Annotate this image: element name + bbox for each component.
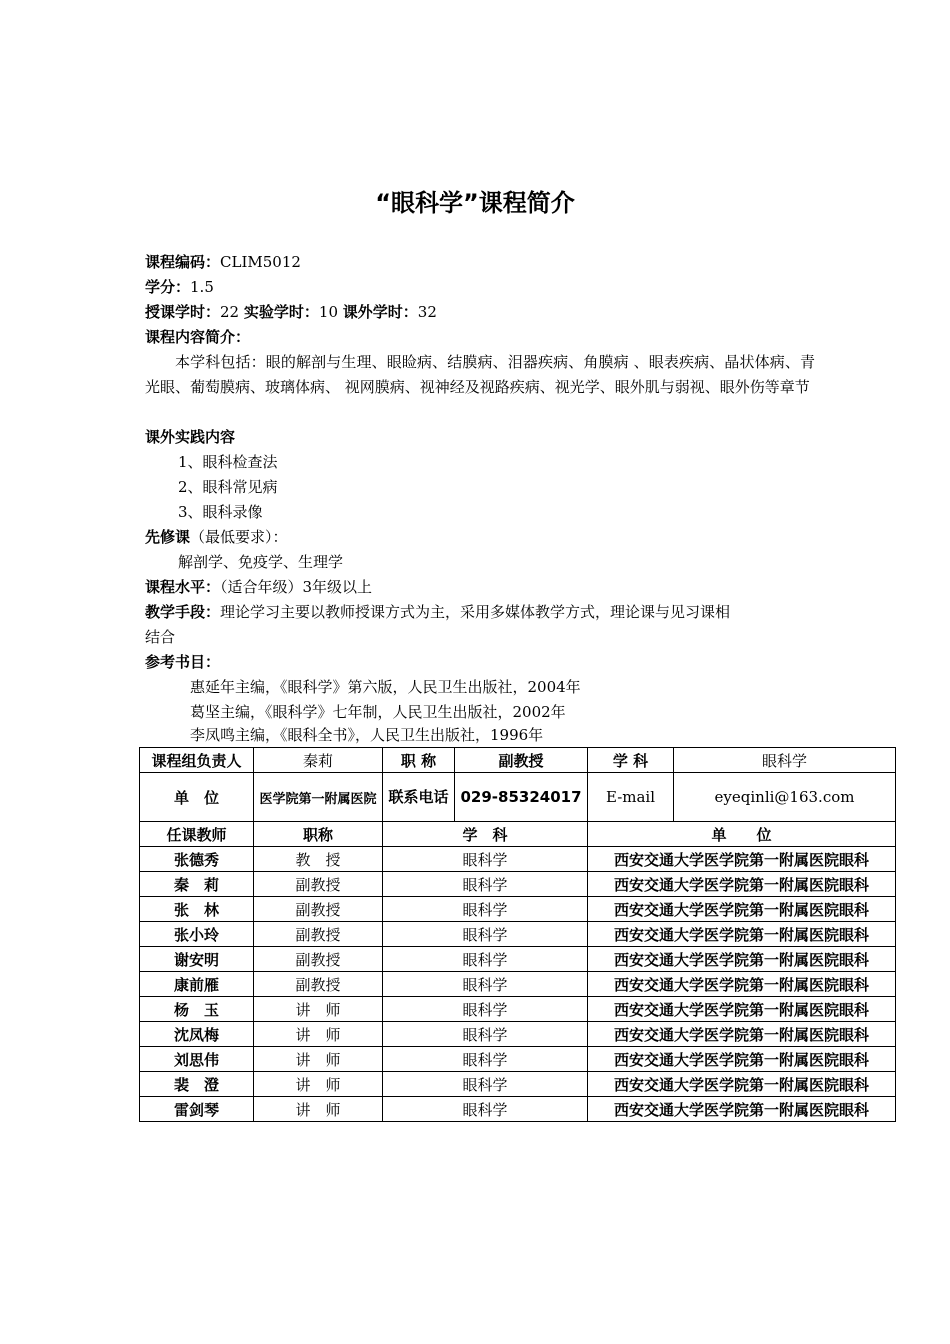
leader-row [140, 748, 896, 773]
column-header: 单 位 [588, 822, 896, 847]
subject-value: 眼科学 [674, 748, 896, 773]
level-value: （适合年级）3年级以上 [220, 578, 373, 596]
table-row [140, 847, 896, 872]
table-row [140, 897, 896, 922]
table-row [140, 1047, 896, 1072]
column-header: 任课教师 [140, 822, 254, 847]
lab-hours-value: 10 [318, 303, 338, 321]
level-label: 课程水平： [145, 578, 221, 596]
table-header-row [140, 822, 896, 847]
teacher-title: 副教授 [254, 872, 383, 897]
credits-line [145, 275, 214, 300]
email-value: eyeqinli@163.com [674, 773, 896, 822]
teacher-title: 教 授 [254, 847, 383, 872]
teacher-unit: 西安交通大学医学院第一附属医院眼科 [588, 872, 896, 897]
teacher-subject: 眼科学 [383, 1072, 588, 1097]
books-label: 参考书目： [145, 653, 221, 671]
page-title: “眼科学”课程简介 [375, 189, 575, 217]
teacher-subject: 眼科学 [383, 872, 588, 897]
table-row [140, 872, 896, 897]
method-label: 教学手段： [145, 603, 221, 621]
unit-value: 医学院第一附属医院 [254, 773, 383, 822]
teacher-title: 副教授 [254, 922, 383, 947]
lecture-hours-value: 22 [220, 303, 240, 321]
teacher-name: 沈凤梅 [140, 1022, 254, 1047]
title-label: 职 称 [383, 748, 455, 773]
books-heading [145, 650, 220, 675]
teacher-name: 张小玲 [140, 922, 254, 947]
book-item: 李凤鸣主编，《眼科全书》，人民卫生出版社，1996年 [190, 726, 544, 744]
teacher-name: 秦 莉 [140, 872, 254, 897]
teacher-title: 副教授 [254, 897, 383, 922]
leader-name: 秦莉 [254, 748, 383, 773]
teacher-subject: 眼科学 [383, 1047, 588, 1072]
teacher-name: 雷剑琴 [140, 1097, 254, 1122]
teacher-subject: 眼科学 [383, 997, 588, 1022]
leader-label: 课程组负责人 [140, 748, 254, 773]
teacher-unit: 西安交通大学医学院第一附属医院眼科 [588, 922, 896, 947]
teacher-subject: 眼科学 [383, 1097, 588, 1122]
teacher-unit: 西安交通大学医学院第一附属医院眼科 [588, 847, 896, 872]
teacher-name: 杨 玉 [140, 997, 254, 1022]
extra-hours-label: 课外学时： [342, 303, 418, 321]
prereq-value: 解剖学、免疫学、生理学 [178, 553, 344, 571]
teacher-name: 刘思伟 [140, 1047, 254, 1072]
subject-label: 学 科 [588, 748, 674, 773]
teacher-title: 讲 师 [254, 1047, 383, 1072]
practice-heading [145, 425, 235, 450]
teacher-name: 张 林 [140, 897, 254, 922]
teacher-title: 讲 师 [254, 1072, 383, 1097]
teacher-subject: 眼科学 [383, 897, 588, 922]
course-code-line [145, 250, 301, 275]
prereq-note: （最低要求）： [190, 528, 288, 546]
teacher-title: 讲 师 [254, 997, 383, 1022]
prereq-label: 先修课 [145, 528, 191, 546]
column-header: 职称 [254, 822, 383, 847]
teacher-unit: 西安交通大学医学院第一附属医院眼科 [588, 947, 896, 972]
table-row [140, 972, 896, 997]
teacher-unit: 西安交通大学医学院第一附属医院眼科 [588, 1072, 896, 1097]
teacher-rows [140, 847, 896, 1122]
title-value: 副教授 [455, 748, 588, 773]
course-code-value: CLIM5012 [220, 253, 301, 271]
table-row [140, 997, 896, 1022]
method-value: 理论学习主要以教师授课方式为主，采用多媒体教学方式，理论课与见习课相 [220, 603, 731, 621]
book-item: 惠延年主编，《眼科学》第六版，人民卫生出版社，2004年 [190, 678, 581, 696]
teacher-unit: 西安交通大学医学院第一附属医院眼科 [588, 997, 896, 1022]
teacher-unit: 西安交通大学医学院第一附属医院眼科 [588, 897, 896, 922]
teacher-subject: 眼科学 [383, 972, 588, 997]
level-line [145, 575, 372, 600]
teacher-subject: 眼科学 [383, 847, 588, 872]
table-row [140, 947, 896, 972]
table-row [140, 922, 896, 947]
teacher-name: 康前雁 [140, 972, 254, 997]
teacher-title: 副教授 [254, 947, 383, 972]
teacher-name: 谢安明 [140, 947, 254, 972]
credits-label: 学分： [145, 278, 191, 296]
credits-value: 1.5 [190, 278, 214, 296]
teacher-unit: 西安交通大学医学院第一附属医院眼科 [588, 1022, 896, 1047]
practice-item: 1、眼科检查法 [178, 453, 278, 471]
teacher-table [139, 747, 896, 1122]
phone-label: 联系电话 [383, 773, 455, 822]
teacher-title: 讲 师 [254, 1022, 383, 1047]
teacher-unit: 西安交通大学医学院第一附属医院眼科 [588, 972, 896, 997]
lab-hours-label: 实验学时： [243, 303, 319, 321]
content-heading [145, 325, 250, 350]
unit-row [140, 773, 896, 822]
table-row [140, 1022, 896, 1047]
book-item: 葛坚主编，《眼科学》七年制，人民卫生出版社，2002年 [190, 703, 566, 721]
extra-hours-value: 32 [417, 303, 437, 321]
method-line-continued: 结合 [145, 628, 176, 646]
teacher-unit: 西安交通大学医学院第一附属医院眼科 [588, 1047, 896, 1072]
practice-item: 3、眼科录像 [178, 503, 263, 521]
teacher-unit: 西安交通大学医学院第一附属医院眼科 [588, 1097, 896, 1122]
table-row [140, 1072, 896, 1097]
practice-label: 课外实践内容 [145, 428, 236, 446]
course-code-label: 课程编码： [145, 253, 221, 271]
unit-label: 单 位 [140, 773, 254, 822]
teacher-title: 副教授 [254, 972, 383, 997]
method-line [145, 600, 730, 625]
teacher-subject: 眼科学 [383, 1022, 588, 1047]
content-paragraph: 本学科包括：眼的解剖与生理、眼睑病、结膜病、泪器疾病、角膜病 、眼表疾病、晶状体病、青光眼、葡萄膜病、玻璃体病、 视网膜病、视神经及视路疾病、视光学、眼外肌与弱视、眼外伤等章节 [145, 353, 815, 396]
prereq-line [145, 525, 288, 550]
phone-value: 029-85324017 [455, 773, 588, 822]
teacher-name: 张德秀 [140, 847, 254, 872]
lecture-hours-label: 授课学时： [145, 303, 221, 321]
teacher-name: 裴 澄 [140, 1072, 254, 1097]
hours-line [145, 300, 437, 325]
teacher-subject: 眼科学 [383, 947, 588, 972]
email-label: E-mail [588, 773, 674, 822]
practice-item: 2、眼科常见病 [178, 478, 278, 496]
content-label: 课程内容简介： [145, 328, 251, 346]
table-row [140, 1097, 896, 1122]
column-header: 学 科 [383, 822, 588, 847]
teacher-subject: 眼科学 [383, 922, 588, 947]
teacher-title: 讲 师 [254, 1097, 383, 1122]
